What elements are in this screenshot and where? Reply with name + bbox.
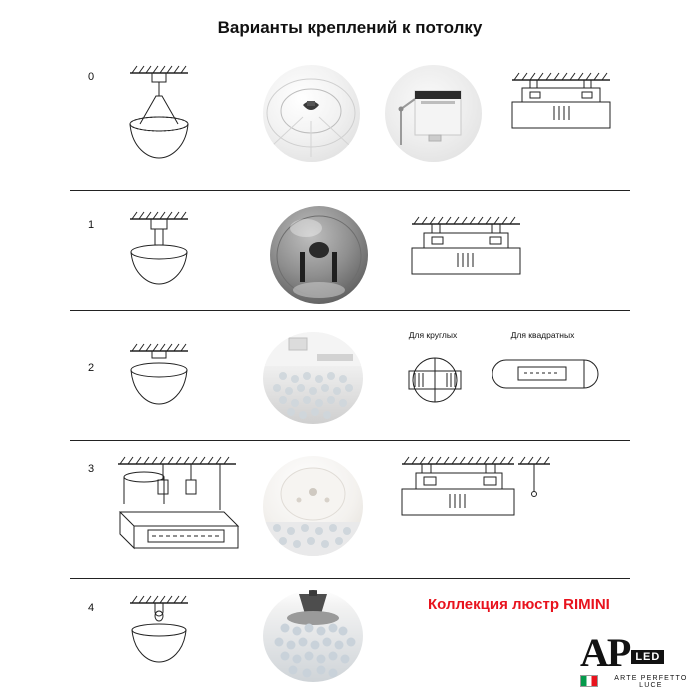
row-number-1: 1 bbox=[88, 219, 95, 231]
caption-for-square: Для квадратных bbox=[510, 330, 575, 340]
logo-led-badge: LED bbox=[631, 650, 664, 664]
photo-bracket-0b bbox=[385, 65, 482, 162]
sketch-screw-3 bbox=[510, 450, 560, 510]
sketch-pendant-1 bbox=[110, 208, 240, 308]
row-number-3: 3 bbox=[88, 463, 95, 475]
row-divider-3 bbox=[70, 578, 630, 579]
photo-crystal-close-2 bbox=[263, 332, 363, 424]
page-title: Варианты креплений к потолку bbox=[217, 18, 483, 37]
sketch-pendant-3 bbox=[100, 452, 260, 562]
logo-tagline: ARTE PERFETTO LUCE bbox=[614, 675, 688, 689]
caption-for-round: Для круглых bbox=[408, 330, 458, 340]
photo-crystal-chandelier-4 bbox=[263, 590, 363, 682]
sketch-pendant-2 bbox=[110, 340, 240, 430]
sketch-base-plate-1 bbox=[400, 212, 550, 302]
collection-title: Коллекция люстр RIMINI bbox=[428, 596, 610, 613]
row-number-0: 0 bbox=[88, 71, 95, 83]
row-number-2: 2 bbox=[88, 362, 95, 374]
row-divider-2 bbox=[70, 440, 630, 441]
sketch-pendant-4 bbox=[110, 592, 240, 682]
logo-mark: AP bbox=[580, 630, 630, 675]
row-number-4: 4 bbox=[88, 602, 95, 614]
italy-flag-icon bbox=[580, 675, 598, 687]
photo-canopy-chrome-1 bbox=[270, 206, 368, 304]
sketch-pendant-0 bbox=[110, 62, 240, 172]
photo-canopy-round-0a bbox=[263, 65, 360, 162]
brand-logo bbox=[580, 630, 700, 689]
row-divider-1 bbox=[70, 310, 630, 311]
photo-canopy-white-3 bbox=[263, 456, 363, 556]
sketch-mount-square-2 bbox=[492, 350, 602, 410]
sketch-mount-round-2 bbox=[395, 345, 475, 415]
row-divider-0 bbox=[70, 190, 630, 191]
sketch-base-plate-0 bbox=[500, 68, 630, 158]
